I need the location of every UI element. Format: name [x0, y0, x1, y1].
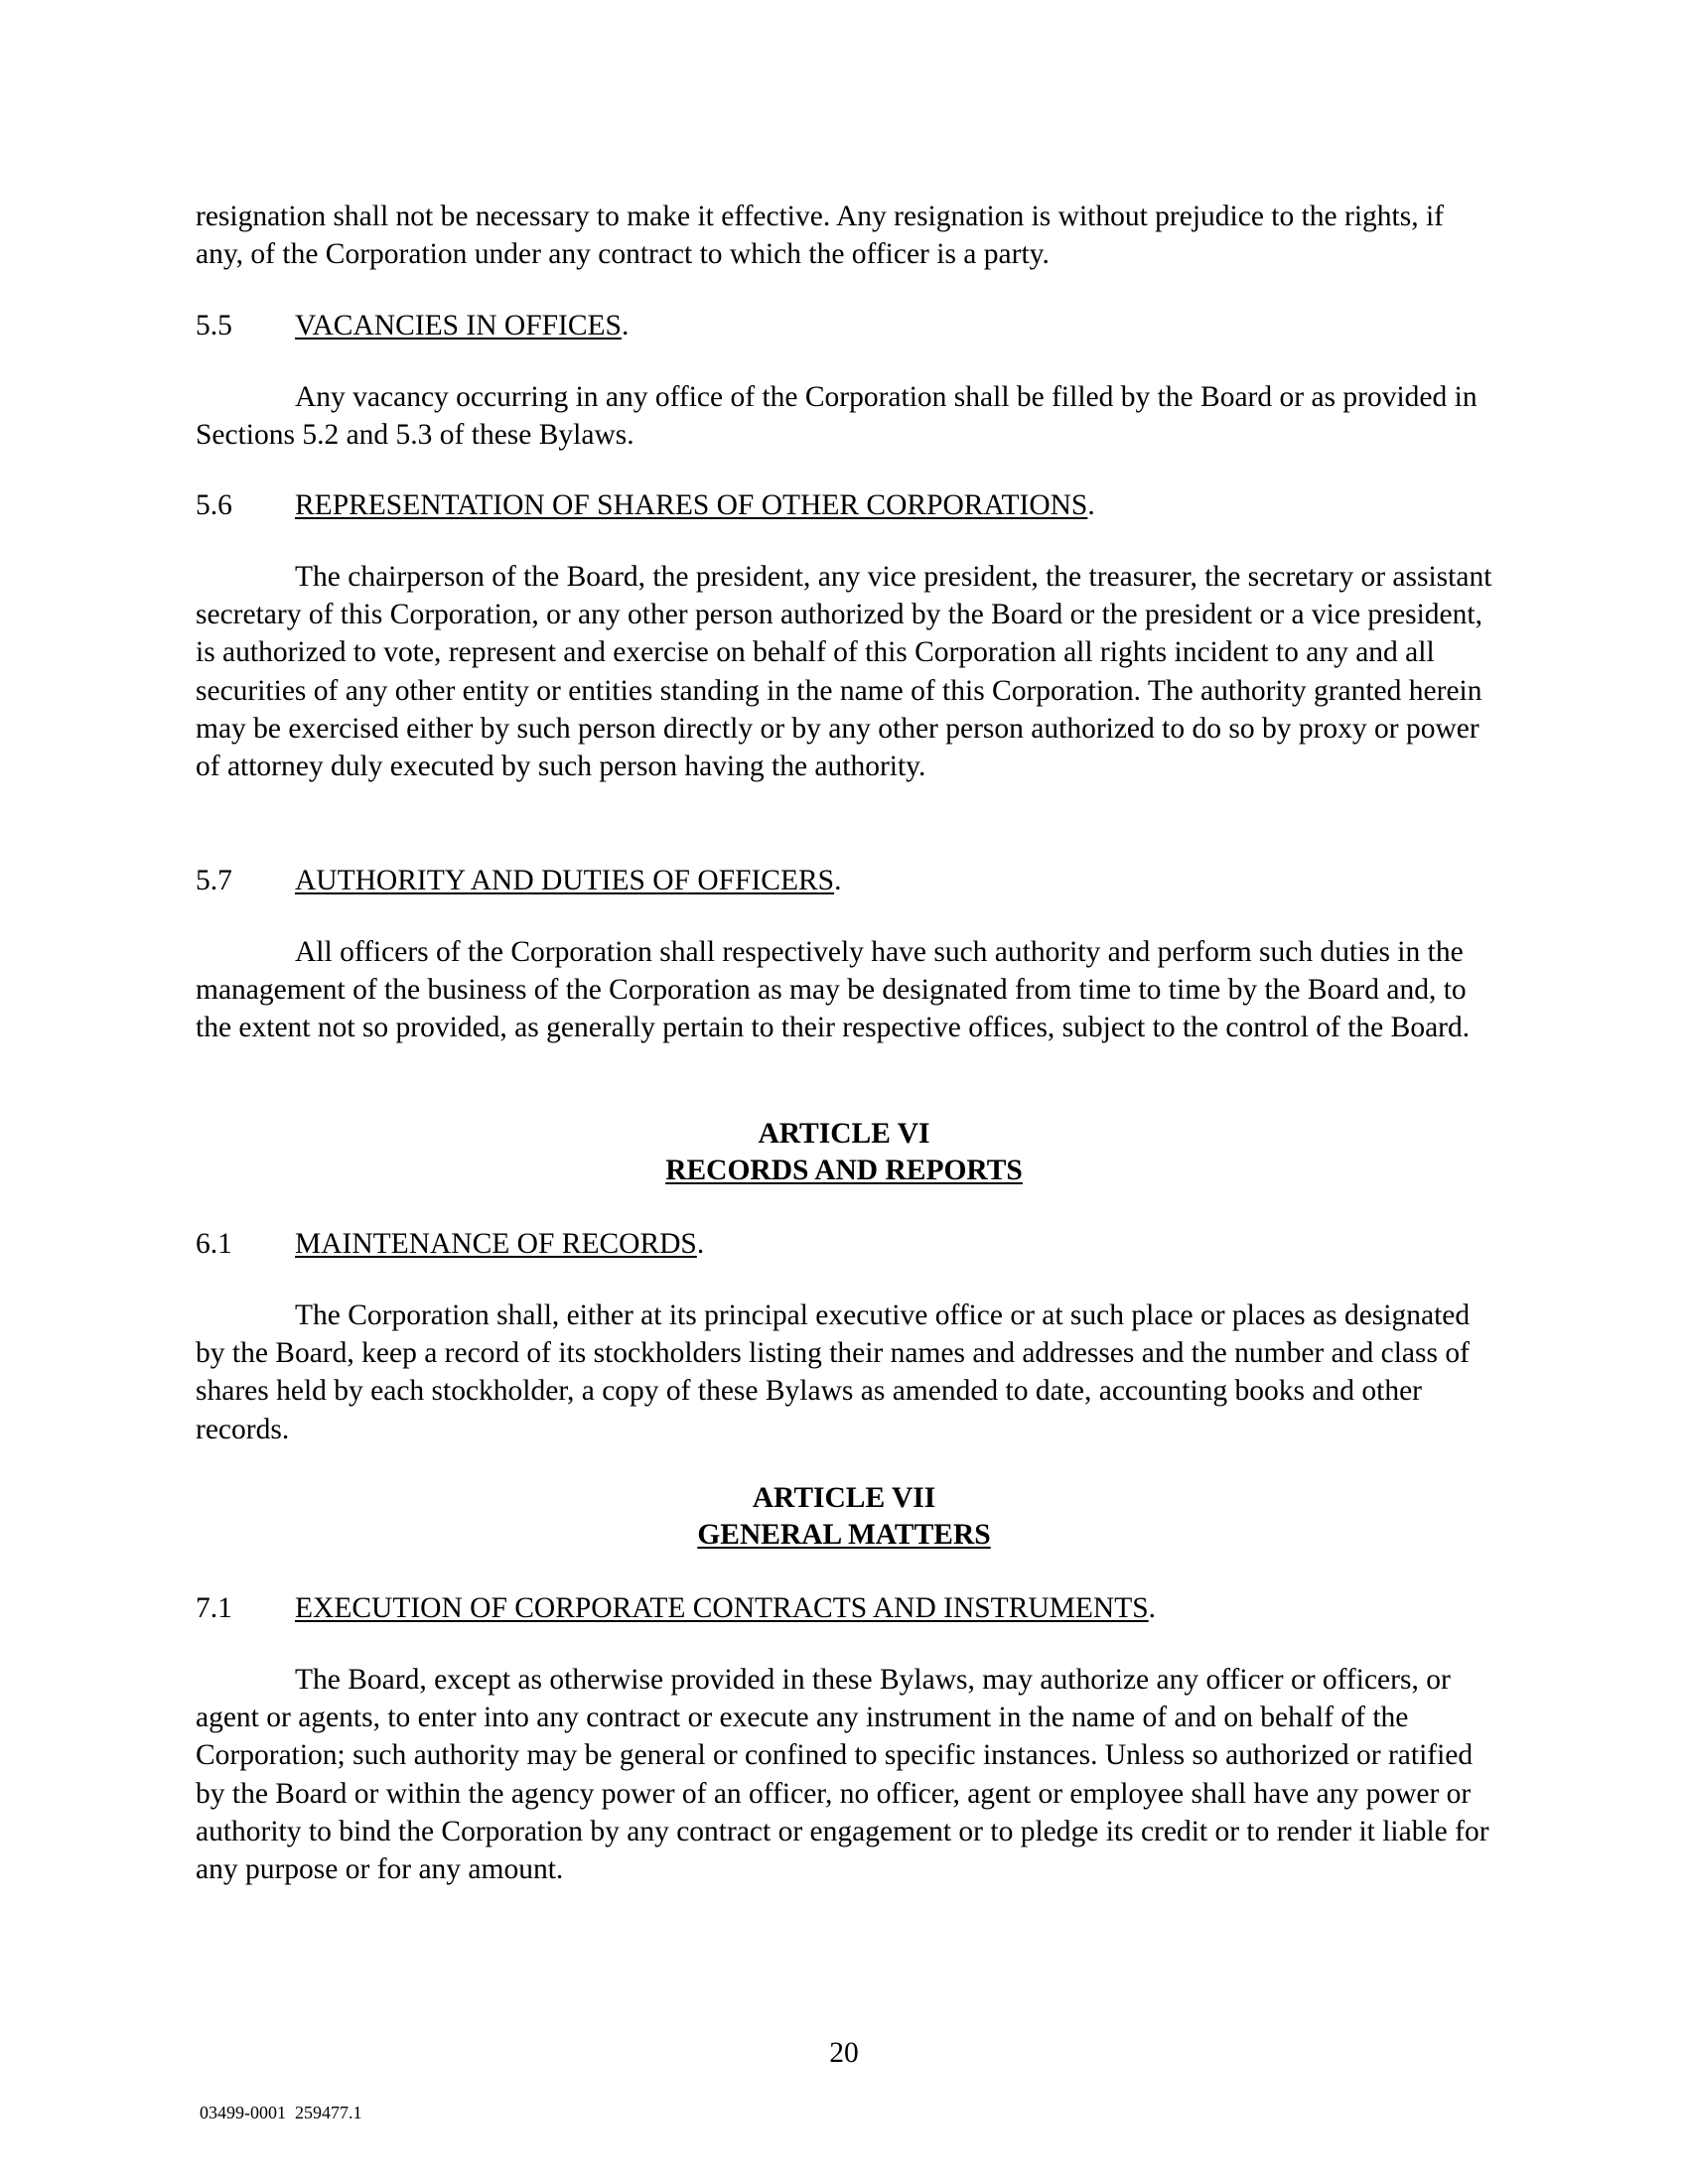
- page-number: 20: [829, 2037, 859, 2069]
- section-body-5-5: Any vacancy occurring in any office of the Corporation shall be filled by the Board or as provided in Sections 5.2 and 5.3 of these Bylaws.: [196, 381, 1477, 452]
- article-label: ARTICLE VII: [752, 1482, 936, 1514]
- section-title: REPRESENTATION OF SHARES OF OTHER CORPORATIONS: [295, 489, 1088, 521]
- section-heading-5-5: 5.5 VACANCIES IN OFFICES.: [196, 307, 1496, 344]
- section-heading-6-1: 6.1 MAINTENANCE OF RECORDS.: [196, 1225, 1496, 1263]
- article-vii-heading: [0, 1480, 1688, 1554]
- article-title: GENERAL MATTERS: [697, 1519, 991, 1551]
- continuation-paragraph: resignation shall not be necessary to make it effective. Any resignation is without prejudice to the rights, if any, of the Corporation under any contract to which the officer is a party.: [196, 201, 1444, 271]
- section-title: EXECUTION OF CORPORATE CONTRACTS AND INSTRUMENTS: [295, 1592, 1149, 1624]
- section-number: 7.1: [196, 1592, 232, 1624]
- section-body-6-1: The Corporation shall, either at its principal executive office or at such place or places as designated by the Board, keep a record of its stockholders listing their names and addresses and the number and class of shares held by each stockholder, a copy of these Bylaws as amended to date, accounting books and other records.: [196, 1299, 1471, 1445]
- section-number: 5.7: [196, 865, 232, 896]
- section-heading-5-7: 5.7 AUTHORITY AND DUTIES OF OFFICERS.: [196, 862, 1496, 899]
- article-vi-heading: [0, 1116, 1688, 1189]
- section-title: AUTHORITY AND DUTIES OF OFFICERS: [295, 865, 835, 896]
- section-body-5-7: All officers of the Corporation shall respectively have such authority and perform such duties in the management of the business of the Corporation as may be designated from time to time by the Board and, to the extent not so provided, as generally pertain to their respective offices, subject to the control of the Board.: [196, 936, 1471, 1044]
- section-body-7-1: The Board, except as otherwise provided in these Bylaws, may authorize any officer or officers, or agent or agents, to enter into any contract or execute any instrument in the name of and on behalf of the Corporation; such authority may be general or confined to specific instances. Unless so authorized or ratified by the Board or within the agency power of an officer, no officer, agent or employee shall have any power or authority to bind the Corporation by any contract or engagement or to pledge its credit or to render it liable for any purpose or for any amount.: [196, 1664, 1489, 1886]
- section-number: 6.1: [196, 1228, 232, 1260]
- section-title: MAINTENANCE OF RECORDS: [295, 1228, 697, 1260]
- section-number: 5.6: [196, 489, 232, 521]
- section-heading-5-6: 5.6 REPRESENTATION OF SHARES OF OTHER CORPORATIONS.: [196, 486, 1496, 524]
- section-heading-7-1: 7.1 EXECUTION OF CORPORATE CONTRACTS AND INSTRUMENTS.: [196, 1589, 1496, 1627]
- document-id: 03499-0001 259477.1: [200, 2103, 362, 2122]
- article-label: ARTICLE VI: [758, 1118, 930, 1150]
- section-title: VACANCIES IN OFFICES: [295, 310, 622, 341]
- section-number: 5.5: [196, 310, 232, 341]
- section-body-5-6: The chairperson of the Board, the president, any vice president, the treasurer, the secretary or assistant secretary of this Corporation, or any other person authorized by the Board or the president or a vice president, is authorized to vote, represent and exercise on behalf of this Corporation all rights incident to any and all securities of any other entity or entities standing in the name of this Corporation. The authority granted herein may be exercised either by such person directly or by any other person authorized to do so by proxy or power of attorney duly executed by such person having the authority.: [196, 561, 1492, 783]
- article-title: RECORDS AND REPORTS: [665, 1155, 1023, 1186]
